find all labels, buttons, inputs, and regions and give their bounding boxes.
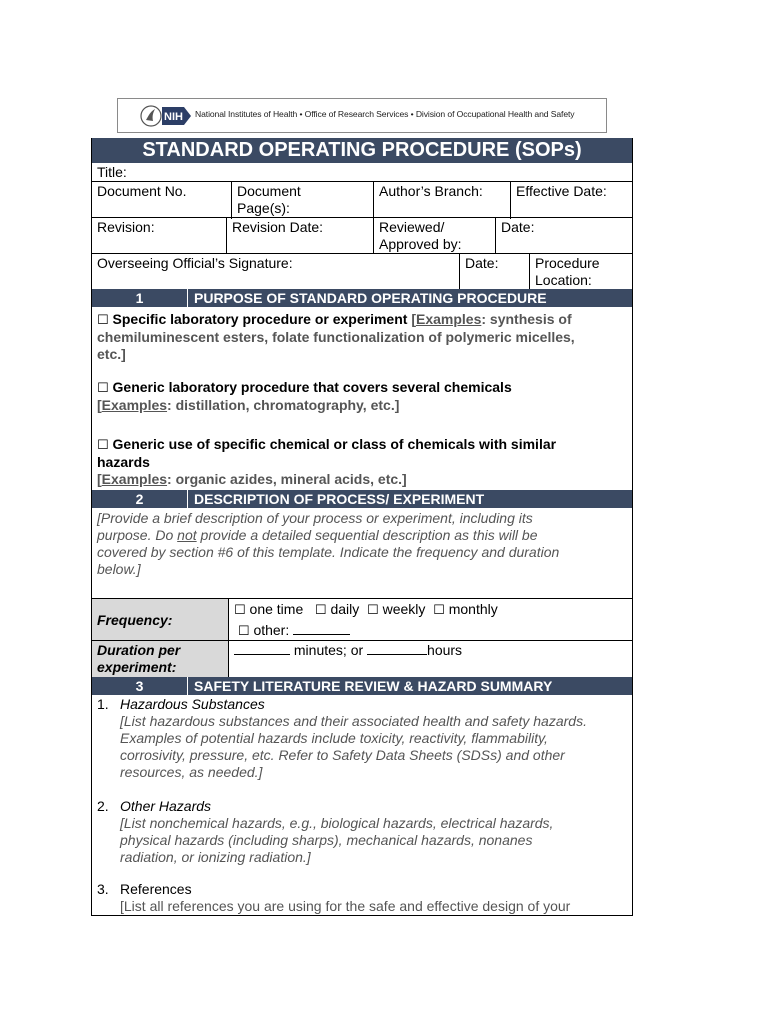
section-3-body — [92, 695, 632, 915]
revision-row — [92, 217, 632, 253]
section-3-header — [92, 677, 632, 695]
minutes-blank[interactable] — [234, 654, 290, 655]
freq-option-other[interactable]: ☐ other: — [237, 622, 290, 639]
header-banner — [117, 98, 607, 133]
section-1-header — [92, 289, 632, 307]
duration-label: Duration per experiment: — [92, 641, 228, 677]
authors-branch-label: Author’s Branch: — [373, 182, 510, 219]
reviewed-approved-label: Reviewed/ Approved by: — [373, 218, 495, 254]
hazard-item-3: 3. References [List all references you are using for the safe and effective design of your — [97, 881, 571, 914]
header-text: National Institutes of Health • Office of Research Services • Division of Occupational Health and Safety — [195, 109, 575, 119]
section-2-number: 2 — [135, 491, 144, 507]
sop-form — [91, 138, 633, 916]
section-1-body — [92, 307, 632, 491]
checkbox-icon[interactable]: ☐ — [97, 438, 109, 453]
freq-option-weekly[interactable]: ☐ weekly — [367, 601, 426, 618]
hazard-item-2: 2. Other Hazards [List nonchemical hazards, e.g., biological hazards, electrical hazards, physical hazards (including sharps), mechanical hazards, nonanes radiation, or ionizing radiation.] — [97, 798, 554, 865]
frequency-label: Frequency: — [92, 599, 228, 641]
frequency-options — [228, 599, 633, 641]
checkbox-icon: ☐ — [367, 603, 379, 618]
checkbox-icon[interactable]: ☐ — [97, 313, 109, 328]
document-pages-label: Document Page(s): — [231, 182, 373, 219]
checkbox-icon: ☐ — [433, 603, 445, 618]
duration-fields: minutes; or hours — [228, 641, 633, 677]
freq-option-daily[interactable]: ☐ daily — [314, 601, 360, 618]
section-3-number: 3 — [135, 678, 144, 694]
checkbox-icon[interactable]: ☐ — [97, 381, 109, 396]
effective-date-label: Effective Date: — [510, 182, 633, 219]
revision-label: Revision: — [97, 219, 155, 235]
process-description-hint: [Provide a brief description of your process or experiment, including its purpose. Do not provide a detailed sequential description as this will be covered by section #6 of this template. Indicate the frequency and duration below.] — [97, 510, 560, 577]
procedure-location-label: Procedure Location: — [529, 254, 633, 290]
section-2-title: DESCRIPTION OF PROCESS/ EXPERIMENT — [187, 490, 632, 508]
freq-other-blank[interactable] — [293, 634, 350, 635]
document-no-label: Document No. — [97, 183, 187, 199]
purpose-option-generic-chemical: ☐ Generic use of specific chemical or class of chemicals with similar hazards [Examples: organic azides, mineral acids, etc.] — [97, 436, 557, 487]
section-3-title: SAFETY LITERATURE REVIEW & HAZARD SUMMARY — [187, 677, 632, 695]
freq-option-monthly[interactable]: ☐ monthly — [433, 601, 498, 618]
signature-row — [92, 253, 632, 289]
checkbox-icon: ☐ — [234, 603, 246, 618]
date-label: Date: — [495, 218, 633, 254]
revision-date-label: Revision Date: — [226, 218, 373, 254]
section-2-description — [92, 508, 632, 598]
section-2-header — [92, 490, 632, 508]
purpose-option-specific: ☐ Specific laboratory procedure or experiment [Examples: synthesis of chemiluminescent esters, folate functionalization of polymeric micelles, etc.] — [97, 311, 575, 362]
overseeing-signature-label: Overseeing Official’s Signature: — [97, 255, 293, 271]
page-title: STANDARD OPERATING PROCEDURE (SOPs) — [92, 138, 632, 163]
section-1-title: PURPOSE OF STANDARD OPERATING PROCEDURE — [187, 289, 632, 307]
duration-row — [92, 640, 632, 676]
checkbox-icon: ☐ — [314, 603, 327, 618]
title-row — [92, 163, 632, 181]
hours-blank[interactable] — [367, 654, 427, 655]
purpose-option-generic-procedure: ☐ Generic laboratory procedure that covers several chemicals [Examples: distillation, chromatography, etc.] — [97, 379, 512, 413]
checkbox-icon: ☐ — [237, 624, 250, 639]
svg-text:NIH: NIH — [164, 111, 183, 123]
hazard-item-1: 1. Hazardous Substances [List hazardous substances and their associated health and safety hazards. Examples of potential hazards include toxicity, reactivity, flammability, corrosivity, pressure, etc. Refer to Safety Data Sheets (SDSs) and other resources, as needed.] — [97, 696, 587, 780]
document-info-row — [92, 181, 632, 218]
hhs-eagle-icon — [140, 103, 162, 129]
title-field-label: Title: — [97, 164, 127, 180]
nih-logo-icon — [162, 107, 191, 125]
frequency-row — [92, 598, 632, 640]
signature-date-label: Date: — [459, 254, 529, 290]
section-1-number: 1 — [135, 290, 144, 306]
freq-option-one-time[interactable]: ☐ one time — [234, 601, 304, 618]
